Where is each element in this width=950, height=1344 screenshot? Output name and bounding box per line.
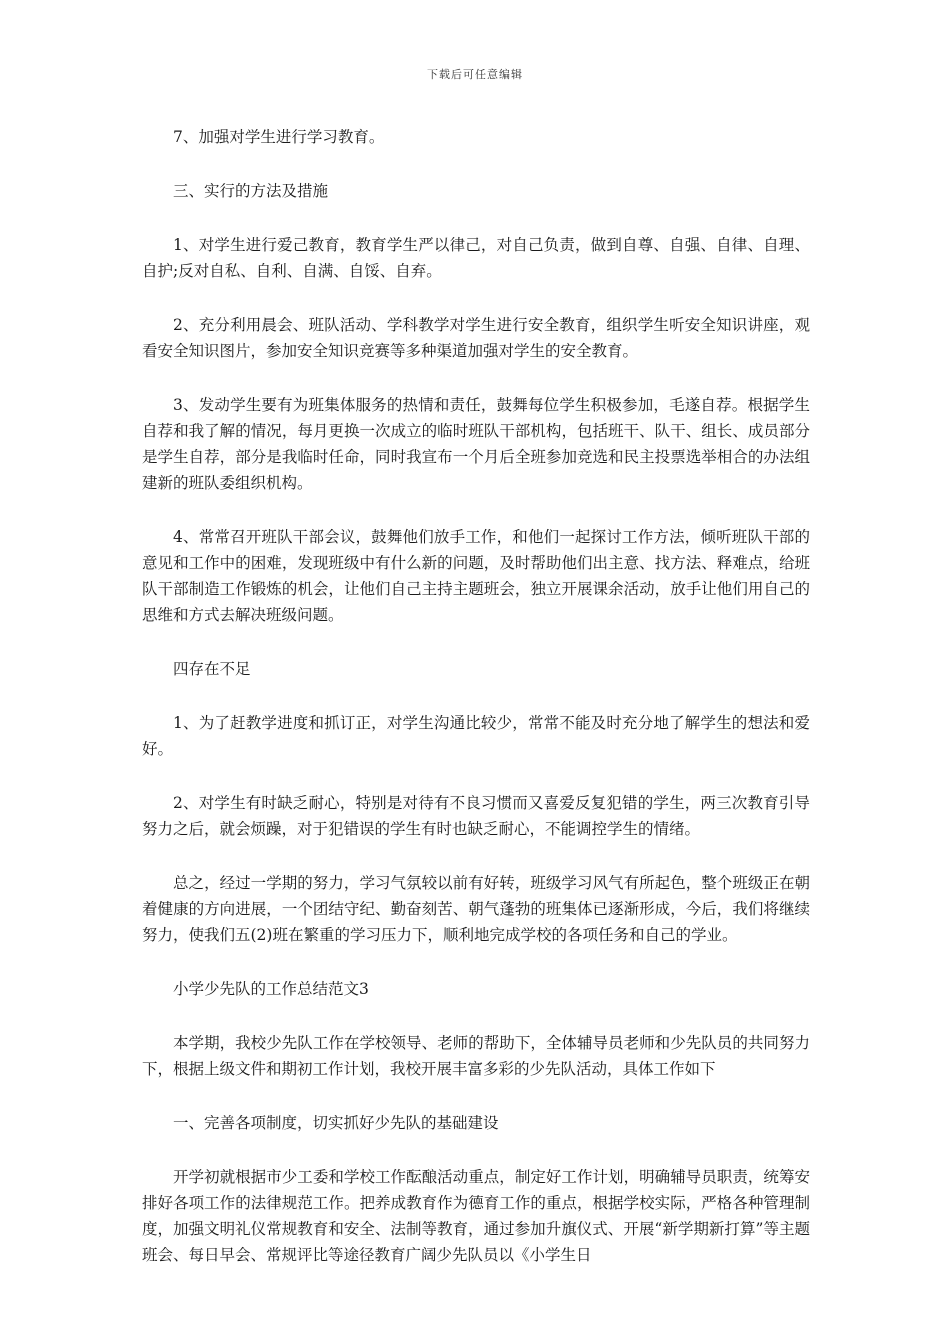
paragraph: 1、对学生进行爱己教育，教育学生严以律己，对自己负责，做到自尊、自强、自律、自理、自护;反对自私、自利、自满、自馁、自弃。	[142, 236, 810, 280]
paragraph: 总之，经过一学期的努力，学习气氛较以前有好转，班级学习风气有所起色，整个班级正在朝着健康的方向进展，一个团结守纪、勤奋刻苦、朝气蓬勃的班集体已逐渐形成，今后，我们将继续努力，使我们五(2)班在繁重的学习压力下，顺利地完成学校的各项任务和自己的学业。	[142, 874, 810, 944]
paragraph: 3、发动学生要有为班集体服务的热情和责任，鼓舞每位学生积极参加，毛遂自荐。根据学生自荐和我了解的情况，每月更换一次成立的临时班队干部机构，包括班干、队干、组长、成员部分是学生自荐，部分是我临时任命，同时我宣布一个月后全班参加竞选和民主投票选举相合的办法组建新的班队委组织机构。	[142, 396, 810, 492]
article-title: 小学少先队的工作总结范文3	[173, 980, 369, 998]
paragraph: 7、加强对学生进行学习教育。	[173, 128, 385, 146]
paragraph: 开学初就根据市少工委和学校工作酝酿活动重点，制定好工作计划，明确辅导员职责，统筹安排好各项工作的法律规范工作。把养成教育作为德育工作的重点，根据学校实际，严格各种管理制度，加强文明礼仪常规教育和安全、法制等教育，通过参加升旗仪式、开展“新学期新打算”等主题班会、每日早会、常规评比等途径教育广阔少先队员以《小学生日	[142, 1168, 810, 1264]
document-body	[142, 124, 810, 1296]
section-heading: 三、实行的方法及措施	[173, 182, 329, 200]
paragraph: 4、常常召开班队干部会议，鼓舞他们放手工作，和他们一起探讨工作方法，倾听班队干部的意见和工作中的困难，发现班级中有什么新的问题，及时帮助他们出主意、找方法、释难点，给班队干部制造工作锻炼的机会，让他们自己主持主题班会，独立开展课余活动，放手让他们用自己的思维和方式去解决班级问题。	[142, 528, 810, 624]
paragraph: 2、对学生有时缺乏耐心，特别是对待有不良习惯而又喜爱反复犯错的学生，两三次教育引导努力之后，就会烦躁，对于犯错误的学生有时也缺乏耐心，不能调控学生的情绪。	[142, 794, 810, 838]
section-heading: 一、完善各项制度，切实抓好少先队的基础建设	[173, 1114, 499, 1132]
paragraph: 本学期，我校少先队工作在学校领导、老师的帮助下，全体辅导员老师和少先队员的共同努力下，根据上级文件和期初工作计划，我校开展丰富多彩的少先队活动，具体工作如下	[142, 1034, 810, 1078]
page-header: 下载后可任意编辑	[427, 68, 523, 81]
paragraph: 2、充分利用晨会、班队活动、学科教学对学生进行安全教育，组织学生听安全知识讲座，观看安全知识图片，参加安全知识竞赛等多种渠道加强对学生的安全教育。	[142, 316, 810, 360]
section-heading: 四存在不足	[173, 660, 251, 678]
paragraph: 1、为了赶教学进度和抓订正，对学生沟通比较少，常常不能及时充分地了解学生的想法和爱好。	[142, 714, 810, 758]
